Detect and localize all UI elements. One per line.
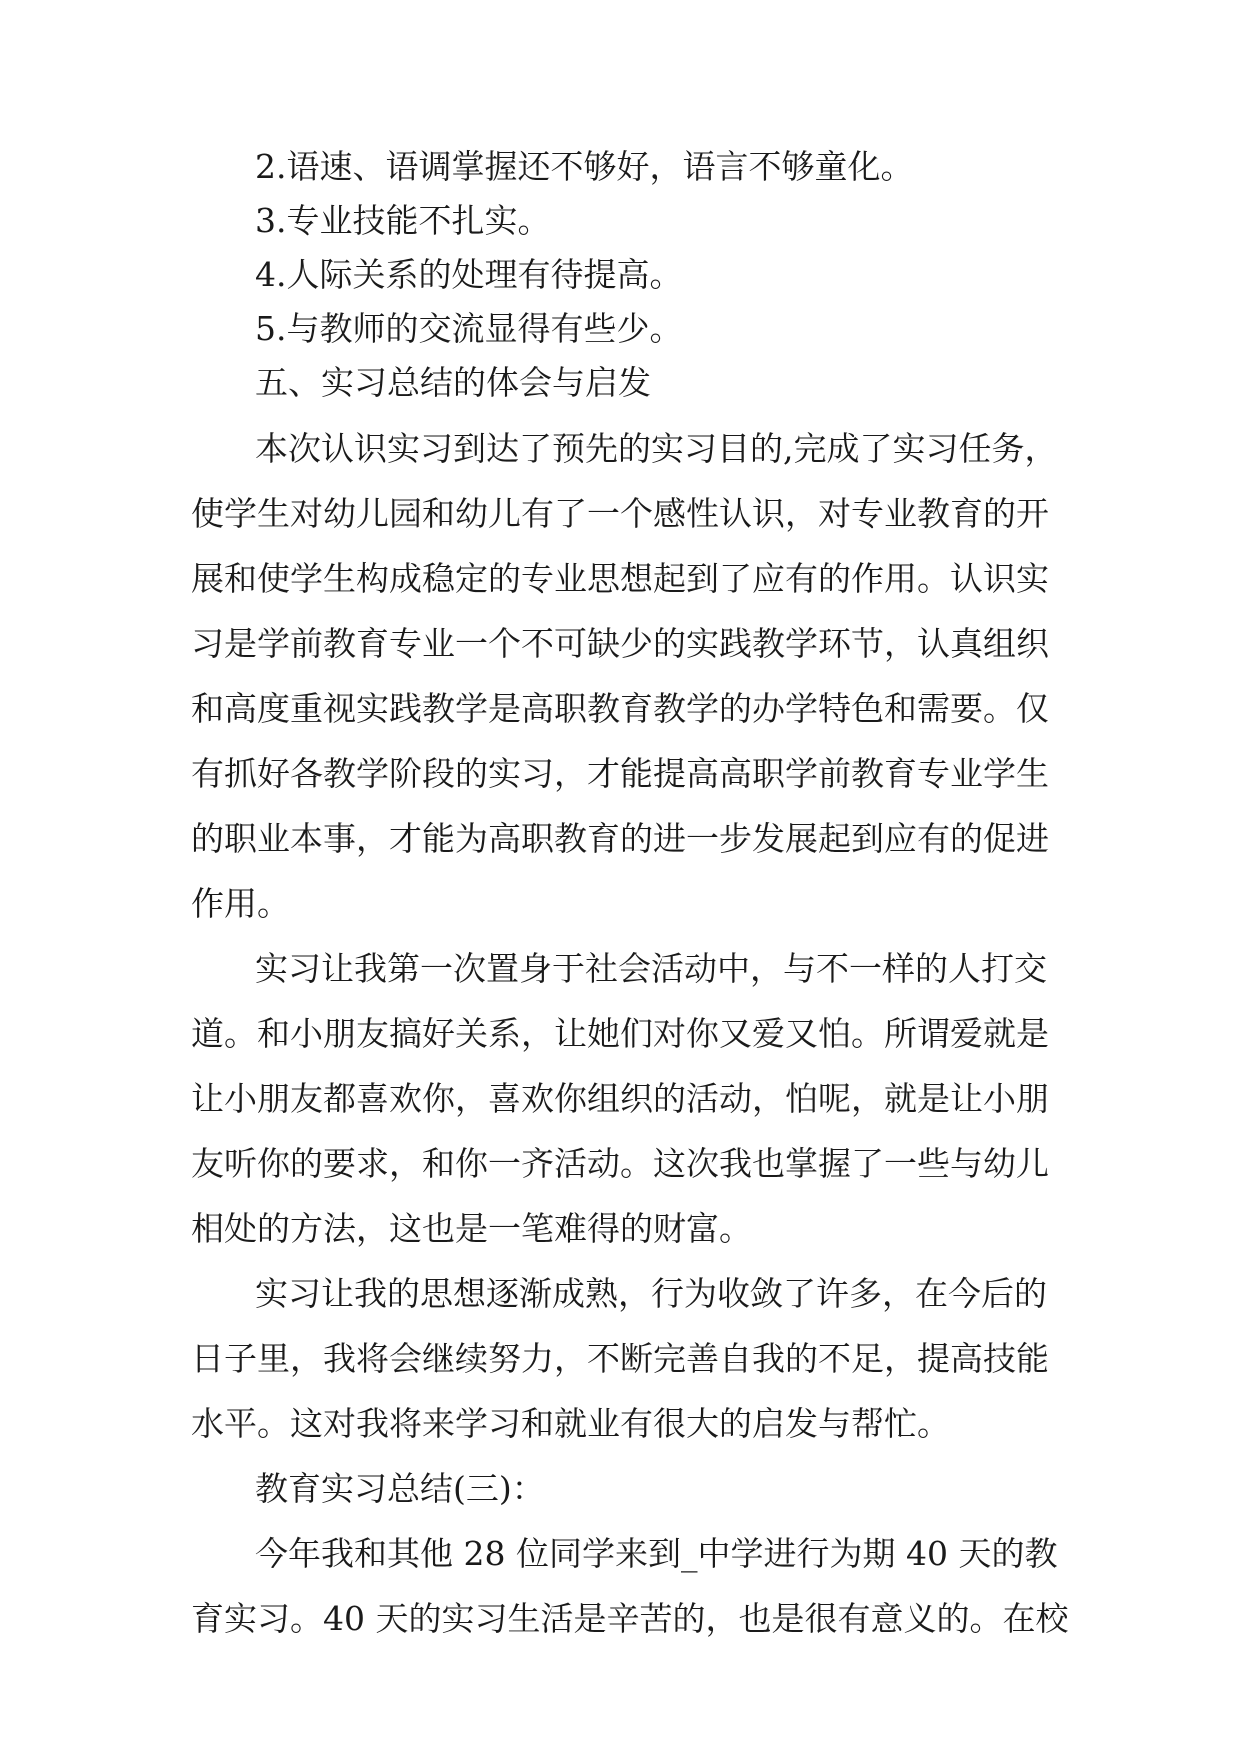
list-item-3: 3.专业技能不扎实。 [255,201,551,240]
paragraph-line: 实习让我第一次置身于社会活动中，与不一样的人打交 [255,949,1047,988]
paragraph-line: 和高度重视实践教学是高职教育教学的办学特色和需要。仅 [191,689,1049,728]
list-item-4: 4.人际关系的处理有待提高。 [255,255,683,294]
paragraph-line: 习是学前教育专业一个不可缺少的实践教学环节，认真组织 [191,624,1049,663]
list-item-2: 2.语速、语调掌握还不够好，语言不够童化。 [255,147,914,186]
paragraph-line: 友听你的要求，和你一齐活动。这次我也掌握了一些与幼儿 [191,1144,1049,1183]
paragraph-line: 今年我和其他 28 位同学来到_中学进行为期 40 天的教 [255,1534,1058,1573]
paragraph-line: 道。和小朋友搞好关系，让她们对你又爱又怕。所谓爱就是 [191,1014,1049,1053]
paragraph-line: 让小朋友都喜欢你，喜欢你组织的活动，怕呢，就是让小朋 [191,1079,1049,1118]
paragraph-line: 本次认识实习到达了预先的实习目的,完成了实习任务， [255,429,1058,468]
paragraph-line: 使学生对幼儿园和幼儿有了一个感性认识，对专业教育的开 [191,494,1049,533]
paragraph-line: 水平。这对我将来学习和就业有很大的启发与帮忙。 [191,1404,950,1443]
paragraph-line: 日子里，我将会继续努力，不断完善自我的不足，提高技能 [191,1339,1049,1378]
section-heading-5: 五、实习总结的体会与启发 [255,363,651,402]
paragraph-line: 有抓好各教学阶段的实习，才能提高高职学前教育专业学生 [191,754,1049,793]
section-heading-summary-3: 教育实习总结(三)： [255,1469,545,1508]
paragraph-line: 的职业本事，才能为高职教育的进一步发展起到应有的促进 [191,819,1049,858]
paragraph-line: 作用。 [191,884,290,923]
paragraph-line: 实习让我的思想逐渐成熟，行为收敛了许多，在今后的 [255,1274,1047,1313]
paragraph-line: 相处的方法，这也是一笔难得的财富。 [191,1209,752,1248]
paragraph-line: 育实习。40 天的实习生活是辛苦的，也是很有意义的。在校 [191,1599,1069,1638]
list-item-5: 5.与教师的交流显得有些少。 [255,309,683,348]
paragraph-line: 展和使学生构成稳定的专业思想起到了应有的作用。认识实 [191,559,1049,598]
